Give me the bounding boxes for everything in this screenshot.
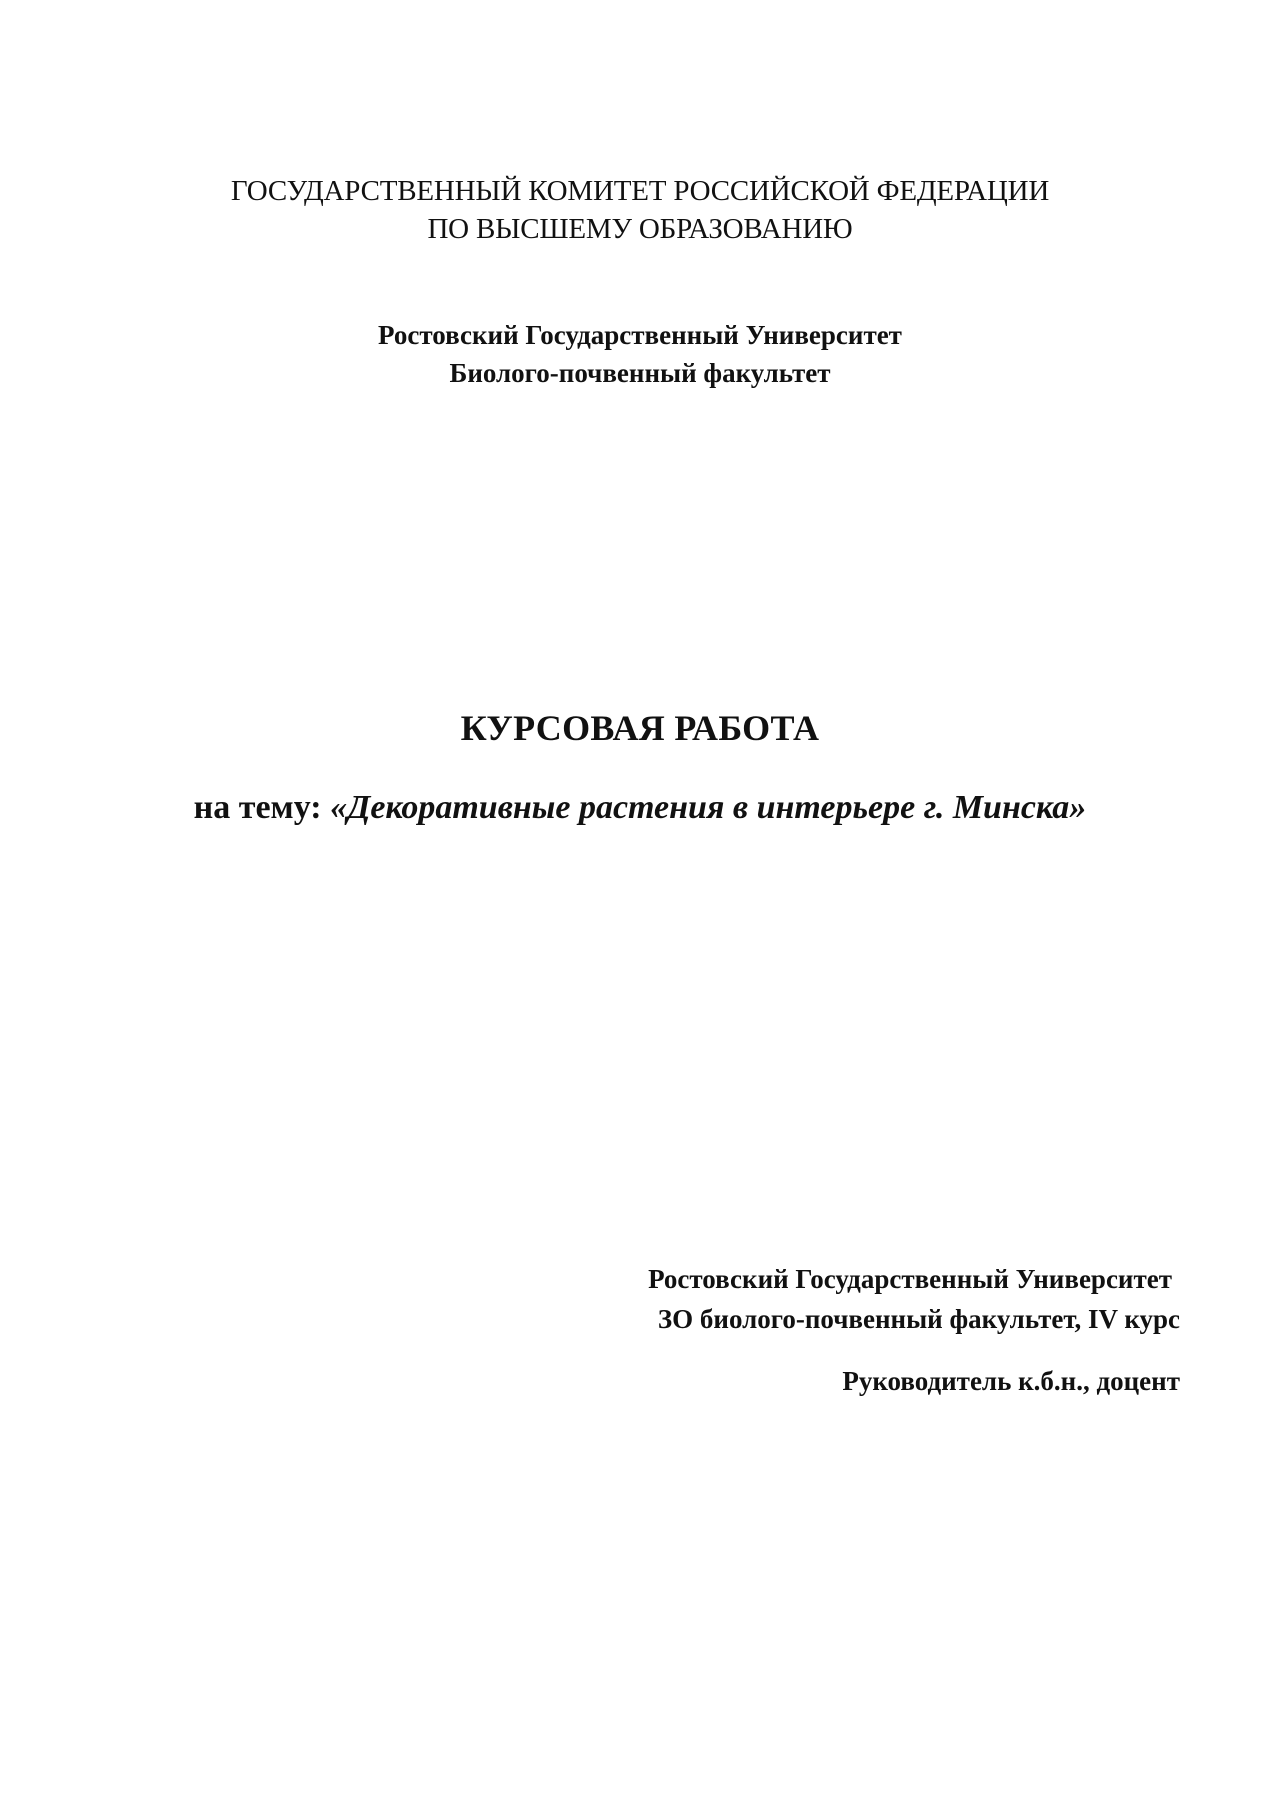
document-topic	[0, 786, 1280, 830]
ministry-line-2: ПО ВЫСШЕМУ ОБРАЗОВАНИЮ	[427, 213, 853, 245]
supervisor-block	[540, 1361, 1180, 1401]
author-faculty-course: ЗО биолого-почвенный факультет, IV курс	[657, 1304, 1180, 1334]
document-title: КУРСОВАЯ РАБОТА	[460, 708, 820, 748]
supervisor-label: Руководитель к.б.н., доцент	[842, 1366, 1180, 1396]
ministry-header	[0, 172, 1280, 248]
topic-prefix: на тему:	[193, 789, 331, 826]
faculty-name: Биолого-почвенный факультет	[449, 358, 831, 388]
university-header	[0, 316, 1280, 392]
ministry-line-1: ГОСУДАРСТВЕННЫЙ КОМИТЕТ РОССИЙСКОЙ ФЕДЕРАЦИИ	[230, 175, 1050, 207]
author-block	[540, 1259, 1180, 1339]
topic-text: «Декоративные растения в интерьере г. Минска»	[330, 789, 1087, 826]
university-name: Ростовский Государственный Университет	[378, 320, 902, 350]
author-university: Ростовский Государственный Университет	[648, 1264, 1172, 1294]
